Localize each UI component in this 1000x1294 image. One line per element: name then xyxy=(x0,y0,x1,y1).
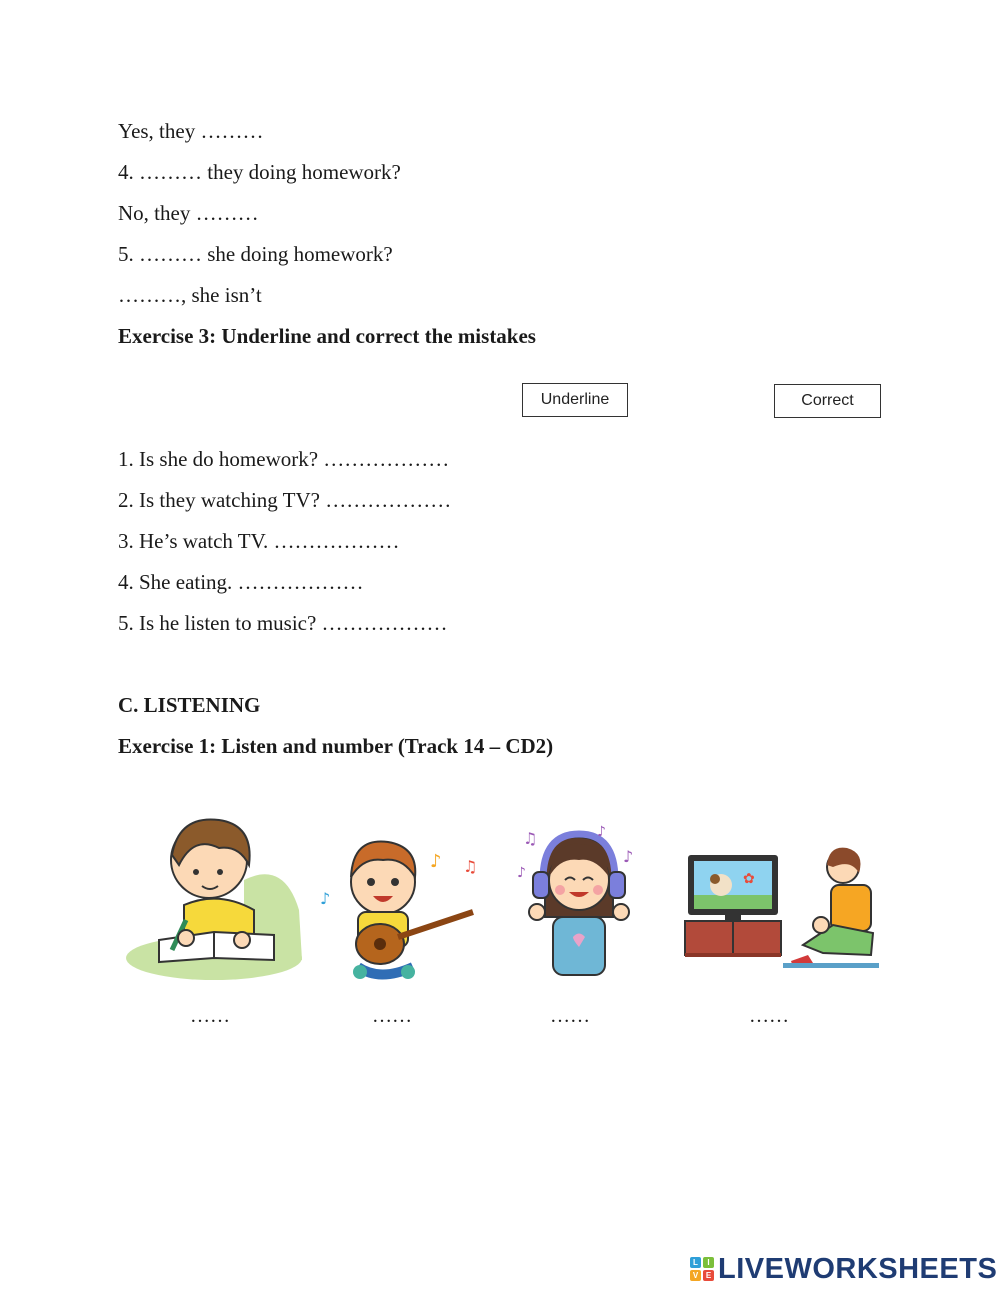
correct-button[interactable]: Correct xyxy=(774,384,881,418)
svg-text:♫: ♫ xyxy=(523,829,538,848)
svg-text:♫: ♫ xyxy=(463,857,478,876)
exercise3-item-1: 1. Is she do homework? ……………… xyxy=(118,447,450,471)
answer-line-she-isnt: ………, she isn’t xyxy=(118,283,262,307)
exercise3-item-3: 3. He’s watch TV. ……………… xyxy=(118,529,400,553)
underline-button[interactable]: Underline xyxy=(522,383,628,417)
boy-playing-guitar-icon xyxy=(318,832,483,987)
svg-text:♪: ♪ xyxy=(517,865,526,881)
boy-doing-homework-icon xyxy=(124,810,304,985)
svg-text:♪: ♪ xyxy=(623,847,634,866)
exercise3-item-4: 4. She eating. ……………… xyxy=(118,570,364,594)
exercise3-item-2: 2. Is they watching TV? ……………… xyxy=(118,488,452,512)
logo-tile-i: I xyxy=(703,1257,714,1268)
exercise3-item-5: 5. Is he listen to music? ……………… xyxy=(118,611,448,635)
svg-text:♪: ♪ xyxy=(430,851,442,872)
logo-tile-v: V xyxy=(690,1270,701,1281)
answer-line-no-they: No, they ……… xyxy=(118,201,259,225)
listening-exercise1-title: Exercise 1: Listen and number (Track 14 – CD2) xyxy=(118,734,554,758)
answer-line-yes-they: Yes, they ……… xyxy=(118,119,264,143)
question-4: 4. ……… they doing homework? xyxy=(118,160,401,184)
brand-name: LIVEWORKSHEETS xyxy=(718,1252,998,1285)
picture-4-blank[interactable]: …… xyxy=(749,1005,789,1027)
logo-tile-e: E xyxy=(703,1270,714,1281)
picture-3-blank[interactable]: …… xyxy=(550,1005,590,1027)
picture-1-blank[interactable]: …… xyxy=(190,1005,230,1027)
svg-text:♪: ♪ xyxy=(597,824,606,840)
liveworksheets-logo xyxy=(690,1254,997,1284)
logo-tile-l: L xyxy=(690,1257,701,1268)
question-5: 5. ……… she doing homework? xyxy=(118,242,393,266)
svg-text:✿: ✿ xyxy=(743,871,755,887)
svg-text:♪: ♪ xyxy=(320,889,331,908)
section-title-listening: C. LISTENING xyxy=(118,693,261,717)
logo-tiles-icon xyxy=(690,1257,714,1281)
exercise3-title: Exercise 3: Underline and correct the mistakes xyxy=(118,324,536,348)
picture-2-blank[interactable]: …… xyxy=(372,1005,412,1027)
boy-watching-tv-icon xyxy=(683,845,883,970)
girl-listening-music-icon xyxy=(515,822,645,982)
